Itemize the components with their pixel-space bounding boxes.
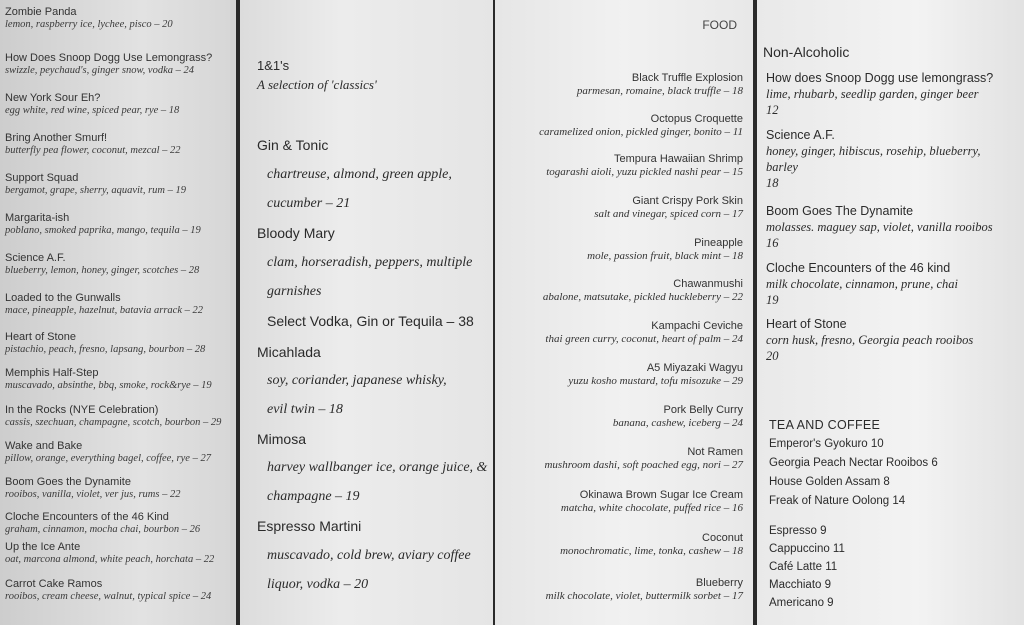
item-description: lemon, raspberry ice, lychee, pisco – 20 [5,19,173,30]
item-name: Support Squad [5,172,79,184]
item-description: thai green curry, coconut, heart of palm – 24 [545,333,743,345]
item-description: monochromatic, lime, tonka, cashew – 18 [560,545,743,557]
food-heading: FOOD [702,18,737,32]
item-description: butterfly pea flower, coconut, mezcal – 22 [5,145,181,156]
classic-name: Bloody Mary [257,225,335,241]
item-description: blueberry, lemon, honey, ginger, scotches – 28 [5,265,200,276]
coffee-item: Cappuccino 11 [769,543,845,555]
cocktail-item [5,292,236,317]
food-item [544,445,743,472]
non-alcoholic-and-tea-panel [757,0,1024,625]
food-item [594,194,743,221]
item-name: Tempura Hawaiian Shrimp [614,153,743,165]
non-alcoholic-item [766,70,1024,118]
non-alcoholic-heading: Non-Alcoholic [763,44,850,60]
item-name: How Does Snoop Dogg Use Lemongrass? [5,52,213,64]
item-description: rooibos, vanilla, violet, ver jus, rums – 22 [5,489,181,500]
item-description: mole, passion fruit, black mint – 18 [587,250,743,262]
item-description: caramelized onion, pickled ginger, bonito – 11 [539,126,743,138]
non-alcoholic-item [766,260,1024,308]
cocktail-item [5,578,236,603]
coffee-item: Café Latte 11 [769,561,838,573]
cocktail-item [5,132,236,157]
item-name: Not Ramen [687,446,743,458]
coffee-item: Espresso 9 [769,525,827,537]
item-name: How does Snoop Dogg use lemongrass? [766,71,994,85]
item-name: Heart of Stone [766,317,847,331]
item-name: Giant Crispy Pork Skin [632,195,743,207]
classic-name: Gin & Tonic [257,137,329,153]
classic-description: soy, coriander, japanese whisky, [267,373,447,388]
classics-menu-panel [240,0,493,625]
item-description: yuzu kosho mustard, tofu misozuke – 29 [568,375,743,387]
item-name: Pineapple [694,237,743,249]
item-description: swizzle, peychaud's, ginger snow, vodka – 24 [5,65,194,76]
item-name: Memphis Half-Step [5,367,99,379]
item-description: matcha, white chocolate, puffed rice – 16 [560,502,743,514]
classic-description: harvey wallbanger ice, orange juice, & [267,460,488,475]
item-price: 12 [766,103,779,117]
item-description: togarashi aioli, yuzu pickled nashi pear – 15 [546,166,743,178]
item-description: molasses. maguey sap, violet, vanilla rooibos [766,220,993,234]
item-name: Bring Another Smurf! [5,132,108,144]
food-item [545,319,743,346]
classics-subtitle: A selection of 'classics' [257,77,377,92]
item-name: Science A.F. [766,128,835,142]
food-item [546,576,743,603]
item-name: Heart of Stone [5,331,76,343]
food-menu-panel [495,0,753,625]
item-description: corn husk, fresno, Georgia peach rooibos [766,333,974,347]
item-description: lime, rhubarb, seedlip garden, ginger beer [766,87,979,101]
food-item [613,403,743,430]
coffee-item: Macchiato 9 [769,579,832,591]
cocktail-item [5,172,236,197]
item-name: Boom Goes The Dynamite [766,204,914,218]
non-alcoholic-item [766,203,1024,251]
coffee-item: Americano 9 [769,597,834,609]
item-name: Chawanmushi [673,278,743,290]
classic-spirit-options: Select Vodka, Gin or Tequila – 38 [267,313,474,329]
classic-description: muscavado, cold brew, aviary coffee [267,548,471,563]
classic-description: champagne – 19 [267,489,360,504]
item-price: 16 [766,236,779,250]
item-name: Cloche Encounters of the 46 Kind [5,511,169,523]
non-alcoholic-item [766,316,1024,364]
item-name: Octopus Croquette [650,113,743,125]
item-name: A5 Miyazaki Wagyu [646,362,743,374]
cocktail-item [5,52,236,77]
item-description: abalone, matsutake, pickled huckleberry – 22 [542,291,743,303]
item-description: pistachio, peach, fresno, lapsang, bourbon – 28 [5,344,206,355]
food-item [546,152,743,179]
cocktail-item [5,511,236,536]
item-name: In the Rocks (NYE Celebration) [5,404,159,416]
classic-description: liquor, vodka – 20 [267,577,369,592]
item-name: Margarita-ish [5,212,70,224]
item-name: Pork Belly Curry [663,404,743,416]
item-name: Loaded to the Gunwalls [5,292,121,304]
classic-description: cucumber – 21 [267,196,351,211]
classic-name: Mimosa [257,431,307,447]
item-name: Coconut [702,532,743,544]
classic-description: evil twin – 18 [267,402,343,417]
tea-item: Freak of Nature Oolong 14 [769,495,906,507]
tea-item: House Golden Assam 8 [769,476,890,488]
item-description: rooibos, cream cheese, walnut, typical spice – 24 [5,591,212,602]
cocktail-item [5,212,236,237]
food-item [543,277,743,304]
cocktail-menu-panel [0,0,236,625]
food-item [587,236,743,263]
classic-description: garnishes [267,284,322,299]
item-name: Zombie Panda [5,6,77,18]
item-name: Boom Goes the Dynamite [5,476,131,488]
cocktail-item [5,541,236,566]
item-name: Up the Ice Ante [5,541,81,553]
food-item [561,488,743,515]
cocktail-item [5,331,236,356]
item-description: oat, marcona almond, white peach, horchata – 22 [5,554,215,565]
classic-name: Micahlada [257,344,321,360]
item-description: milk chocolate, violet, buttermilk sorbet – 17 [545,590,743,602]
cocktail-item [5,92,236,117]
item-price: 19 [766,293,779,307]
classic-description: clam, horseradish, peppers, multiple [267,255,473,270]
item-description: muscavado, absinthe, bbq, smoke, rock&rye – 19 [5,380,212,391]
food-item [539,112,743,139]
cocktail-item [5,476,236,501]
item-name: Blueberry [695,577,743,589]
item-name: Wake and Bake [5,440,83,452]
classic-name: Espresso Martini [257,518,362,534]
item-price: 18 [766,176,779,190]
item-description: milk chocolate, cinnamon, prune, chai [766,277,958,291]
item-name: New York Sour Eh? [5,92,101,104]
item-name: Okinawa Brown Sugar Ice Cream [579,489,743,501]
item-description: graham, cinnamon, mocha chai, bourbon – 26 [5,524,201,535]
item-name: Kampachi Ceviche [651,320,743,332]
item-name: Black Truffle Explosion [631,72,743,84]
food-item [568,361,743,388]
food-item [560,531,743,558]
cocktail-item [5,404,236,429]
classics-title: 1&1's [257,58,290,73]
item-description: banana, cashew, iceberg – 24 [612,417,743,429]
item-description: pillow, orange, everything bagel, coffee, rye – 27 [5,453,211,464]
item-description: honey, ginger, hibiscus, rosehip, blueberry, barley [766,144,981,174]
item-description: mushroom dashi, soft poached egg, nori – 27 [544,459,743,471]
item-description: poblano, smoked paprika, mango, tequila – 19 [5,225,201,236]
item-description: cassis, szechuan, champagne, scotch, bourbon – 29 [5,417,222,428]
classic-description: chartreuse, almond, green apple, [267,167,452,182]
item-description: bergamot, grape, sherry, aquavit, rum – 19 [5,185,187,196]
item-price: 20 [766,349,779,363]
item-name: Cloche Encounters of the 46 kind [766,261,951,275]
cocktail-item [5,252,236,277]
item-description: salt and vinegar, spiced corn – 17 [594,208,743,220]
cocktail-item [5,6,236,31]
food-item [577,71,743,98]
tea-coffee-heading: TEA AND COFFEE [769,418,881,432]
item-name: Science A.F. [5,252,66,264]
item-description: parmesan, romaine, black truffle – 18 [576,85,743,97]
non-alcoholic-item [766,127,1024,191]
tea-item: Emperor's Gyokuro 10 [769,438,884,450]
item-description: egg white, red wine, spiced pear, rye – 18 [5,105,180,116]
tea-item: Georgia Peach Nectar Rooibos 6 [769,457,938,469]
cocktail-item [5,367,236,392]
cocktail-item [5,440,236,465]
item-name: Carrot Cake Ramos [5,578,103,590]
item-description: mace, pineapple, hazelnut, batavia arrack – 22 [5,305,204,316]
